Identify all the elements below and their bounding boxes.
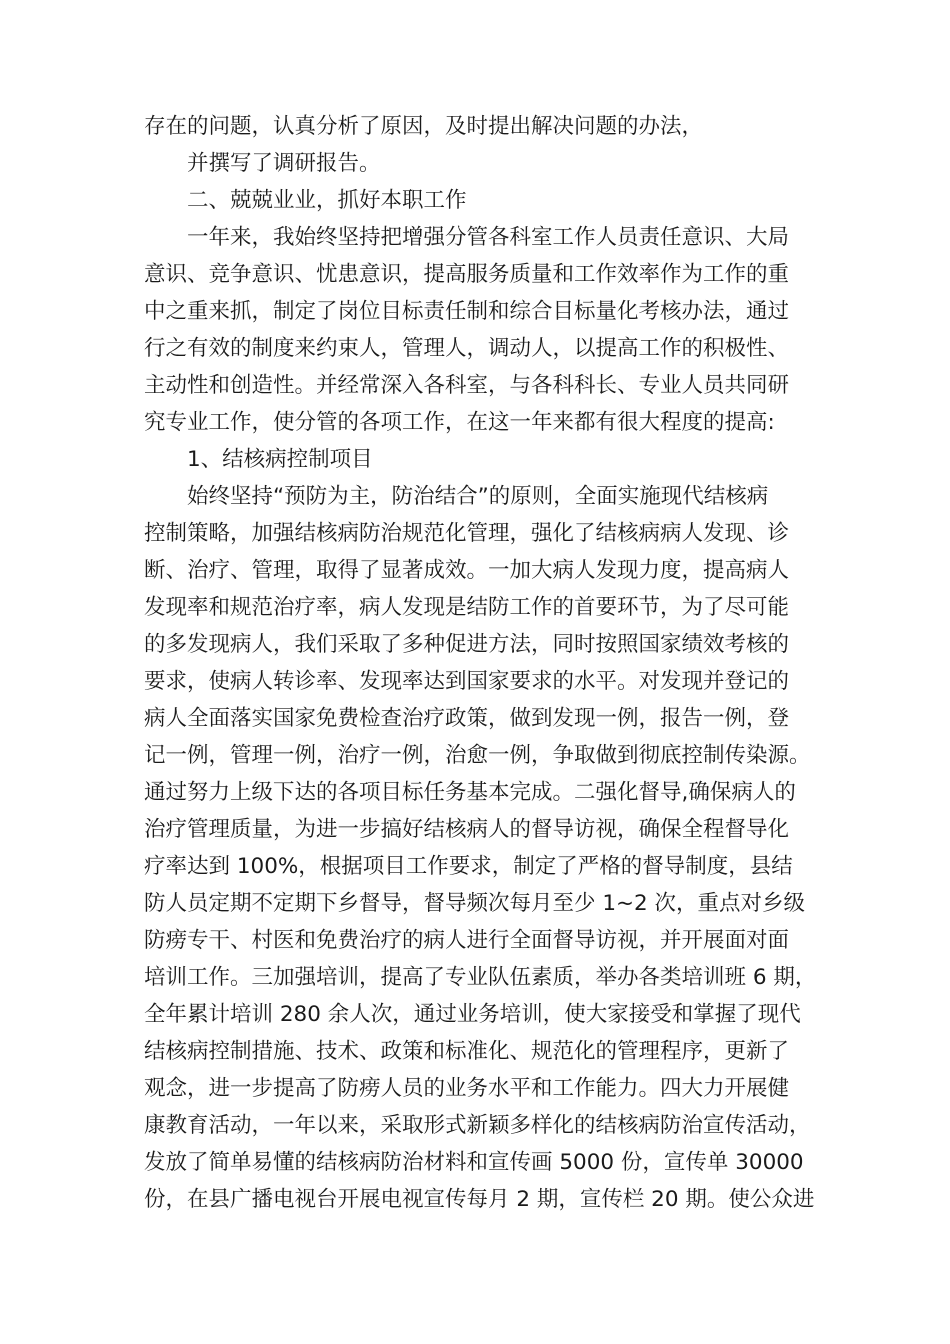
text-line: 发现率和规范治疗率，病人发现是结防工作的首要环节，为了尽可能	[144, 595, 790, 620]
text-line: 控制策略，加强结核病防治规范化管理，强化了结核病病人发现、诊	[144, 521, 790, 546]
text-line: 防人员定期不定期下乡督导，督导频次每月至少 1~2 次，重点对乡级	[144, 891, 806, 916]
text-line: 记一例，管理一例，治疗一例，治愈一例，争取做到彻底控制传染源。	[144, 743, 811, 768]
text-line: 发放了简单易懂的结核病防治材料和宣传画 5000 份，宣传单 30000	[144, 1150, 804, 1175]
text-line: 观念，进一步提高了防痨人员的业务水平和工作能力。四大力开展健	[144, 1076, 790, 1101]
text-line: 的多发现病人，我们采取了多种促进方法，同时按照国家绩效考核的	[144, 632, 790, 657]
text-line: 断、治疗、管理，取得了显著成效。一加大病人发现力度，提高病人	[144, 558, 790, 583]
subsection-heading: 1、结核病控制项目	[187, 447, 373, 472]
text-line: 份，在县广播电视台开展电视宣传每月 2 期，宣传栏 20 期。使公众进	[144, 1187, 815, 1212]
text-line: 始终坚持“预防为主，防治结合”的原则，全面实施现代结核病	[187, 484, 769, 509]
section-heading: 二、兢兢业业，抓好本职工作	[187, 188, 467, 213]
text-line: 通过努力上级下达的各项目标任务基本完成。二强化督导,确保病人的	[144, 780, 796, 805]
text-line: 并撰写了调研报告。	[187, 151, 381, 176]
text-line: 治疗管理质量，为进一步搞好结核病人的督导访视，确保全程督导化	[144, 817, 790, 842]
text-line: 行之有效的制度来约束人，管理人，调动人，以提高工作的积极性、	[144, 336, 790, 361]
text-line: 究专业工作，使分管的各项工作，在这一年来都有很大程度的提高:	[144, 410, 775, 435]
text-line: 一年来，我始终坚持把增强分管各科室工作人员责任意识、大局	[187, 225, 790, 250]
text-line: 康教育活动，一年以来，采取形式新颖多样化的结核病防治宣传活动，	[144, 1113, 811, 1138]
text-line: 全年累计培训 280 余人次，通过业务培训，使大家接受和掌握了现代	[144, 1002, 801, 1027]
text-line: 意识、竞争意识、忧患意识，提高服务质量和工作效率作为工作的重	[144, 262, 790, 287]
text-line: 疗率达到 100%，根据项目工作要求，制定了严格的督导制度，县结	[144, 854, 793, 879]
text-line: 中之重来抓，制定了岗位目标责任制和综合目标量化考核办法，通过	[144, 299, 790, 324]
text-line: 主动性和创造性。并经常深入各科室，与各科科长、专业人员共同研	[144, 373, 790, 398]
text-line: 要求，使病人转诊率、发现率达到国家要求的水平。对发现并登记的	[144, 669, 790, 694]
text-line: 结核病控制措施、技术、政策和标准化、规范化的管理程序，更新了	[144, 1039, 790, 1064]
text-line: 存在的问题，认真分析了原因，及时提出解决问题的办法，	[144, 114, 704, 139]
text-line: 病人全面落实国家免费检查治疗政策，做到发现一例，报告一例，登	[144, 706, 790, 731]
text-line: 防痨专干、村医和免费治疗的病人进行全面督导访视，并开展面对面	[144, 928, 790, 953]
text-line: 培训工作。三加强培训，提高了专业队伍素质，举办各类培训班 6 期，	[144, 965, 817, 990]
